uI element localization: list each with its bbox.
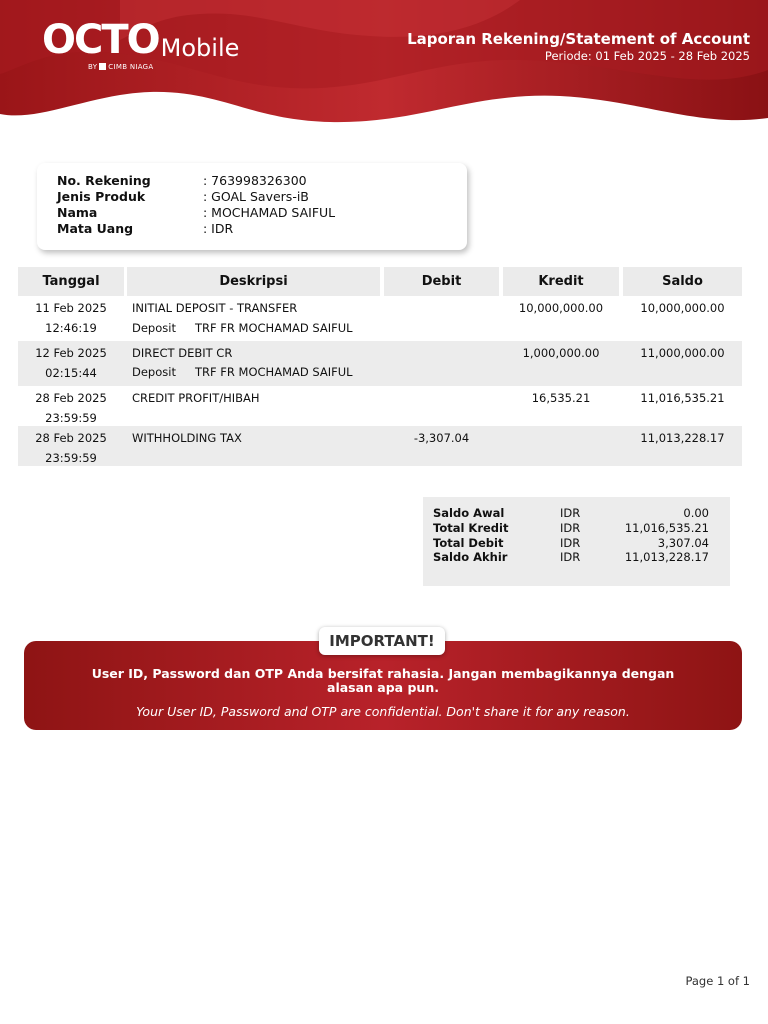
summary-value: 11,013,228.17	[624, 550, 709, 564]
row-kredit: 1,000,000.00	[522, 346, 600, 360]
row-time: 23:59:59	[45, 451, 97, 465]
account-label: Jenis Produk	[57, 189, 146, 204]
logo-by-text: BY	[88, 63, 98, 71]
currency-row	[57, 221, 233, 237]
account-label: Nama	[57, 205, 98, 220]
row-debit: -3,307.04	[413, 431, 470, 445]
row-description: DIRECT DEBIT CR	[132, 346, 233, 360]
row-sub-type: Deposit	[132, 321, 176, 335]
summary-value: 0.00	[683, 506, 709, 520]
summary-label: Total Debit	[433, 536, 504, 550]
account-value: : GOAL Savers-iB	[203, 189, 309, 204]
row-time: 12:46:19	[45, 321, 97, 335]
summary-label: Total Kredit	[433, 521, 509, 535]
row-date: 28 Feb 2025	[35, 391, 107, 405]
summary-value: 3,307.04	[657, 536, 709, 550]
logo-by-line	[88, 63, 154, 71]
statement-header	[0, 0, 768, 135]
table-row	[18, 341, 742, 386]
summary-row	[433, 550, 720, 565]
row-date: 28 Feb 2025	[35, 431, 107, 445]
row-saldo: 10,000,000.00	[640, 301, 725, 315]
column-header-debit: Debit	[384, 267, 499, 296]
important-text-en: Your User ID, Password and OTP are confidential. Don't share it for any reason.	[136, 704, 630, 719]
statement-period: Periode: 01 Feb 2025 - 28 Feb 2025	[544, 49, 750, 63]
summary-row	[433, 506, 720, 521]
logo-octo-text: OCTO	[42, 17, 159, 63]
summary-currency: IDR	[560, 550, 581, 564]
row-time: 02:15:44	[45, 366, 97, 380]
summary-label: Saldo Awal	[433, 506, 505, 520]
logo-bank-text: CIMB NIAGA	[108, 63, 154, 71]
row-sub-description: TRF FR MOCHAMAD SAIFUL	[195, 365, 353, 379]
table-row	[18, 426, 742, 466]
row-saldo: 11,013,228.17	[640, 431, 725, 445]
row-time: 23:59:59	[45, 411, 97, 425]
account-value: : 763998326300	[203, 173, 307, 188]
column-header-kredit: Kredit	[503, 267, 619, 296]
row-sub-type: Deposit	[132, 365, 176, 379]
page-number: Page 1 of 1	[685, 974, 750, 988]
row-kredit: 10,000,000.00	[518, 301, 604, 315]
summary-label: Saldo Akhir	[433, 550, 508, 564]
row-saldo: 11,016,535.21	[640, 391, 725, 405]
summary-value: 11,016,535.21	[624, 521, 709, 535]
account-name-row	[57, 205, 335, 221]
row-description: WITHHOLDING TAX	[132, 431, 242, 445]
balance-summary	[423, 497, 730, 586]
row-description: INITIAL DEPOSIT - TRANSFER	[132, 301, 298, 315]
statement-title: Laporan Rekening/Statement of Account	[407, 30, 750, 48]
important-tag: IMPORTANT!	[319, 627, 445, 655]
row-kredit: 16,535.21	[531, 391, 591, 405]
account-info-card	[37, 163, 467, 250]
summary-currency: IDR	[560, 536, 581, 550]
column-header-date: Tanggal	[18, 267, 124, 296]
product-type-row	[57, 189, 309, 205]
cimb-mark-icon	[99, 63, 106, 70]
row-sub-description: TRF FR MOCHAMAD SAIFUL	[195, 321, 353, 335]
logo-mobile-text: Mobile	[160, 34, 240, 62]
row-date: 11 Feb 2025	[35, 301, 107, 315]
account-label: Mata Uang	[57, 221, 134, 236]
row-description: CREDIT PROFIT/HIBAH	[132, 391, 260, 405]
account-value: : IDR	[203, 221, 234, 236]
column-header-description: Deskripsi	[127, 267, 380, 296]
summary-row	[433, 536, 720, 551]
summary-currency: IDR	[560, 521, 581, 535]
octo-mobile-logo	[42, 17, 240, 71]
row-date: 12 Feb 2025	[35, 346, 107, 360]
account-label: No. Rekening	[57, 173, 151, 188]
table-row	[18, 296, 742, 341]
account-number-row	[57, 173, 307, 189]
table-row	[18, 386, 742, 426]
column-header-saldo: Saldo	[623, 267, 742, 296]
row-saldo: 11,000,000.00	[640, 346, 725, 360]
summary-currency: IDR	[560, 506, 581, 520]
account-value: : MOCHAMAD SAIFUL	[203, 205, 336, 220]
important-text-id: User ID, Password dan OTP Anda bersifat rahasia. Jangan membagikannya dengan alasan apa pun.	[91, 666, 675, 695]
summary-row	[433, 521, 720, 536]
